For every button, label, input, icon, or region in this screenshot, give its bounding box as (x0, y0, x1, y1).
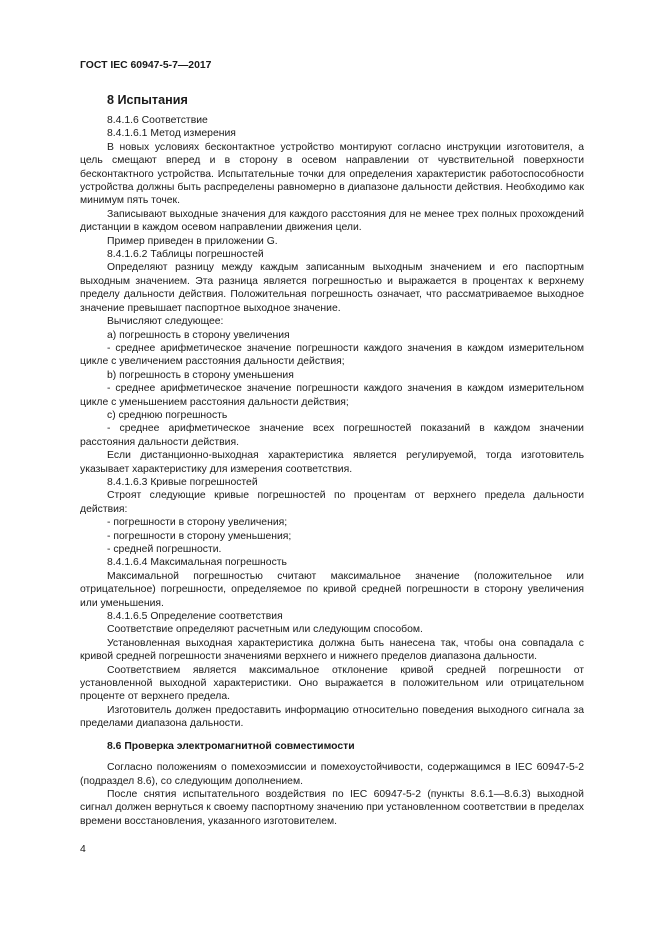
paragraph: - среднее арифметическое значение погрешности каждого значения в каждом измерительном цикле с увеличением расстояния дальности действия; (80, 342, 584, 368)
paragraph: - погрешности в сторону увеличения; (107, 517, 288, 529)
paragraph: Определяют разницу между каждым записанным выходным значением и его паспортным выходным значением. Эта разница является погрешностью и выражается в процентах к верхнему пределу дальности действия. Положительная погрешность означает, что рассматриваемое выходное значение превышает паспортное выходное значение. (80, 262, 584, 314)
paragraph: Строят следующие кривые погрешностей по процентам от верхнего предела дальности действия: (80, 490, 584, 515)
paragraph: 8.4.1.6.1 Метод измерения (107, 128, 236, 140)
paragraph: c) среднюю погрешность (107, 409, 228, 421)
paragraph: После снятия испытательного воздействия по IEC 60947-5-2 (пункты 8.6.1—8.6.3) выходной сигнал должен вернуться к своему паспортному значению при установленном соответствии в пределах времени восстановления, указанного изготовителем. (80, 788, 584, 827)
paragraph: В новых условиях бесконтактное устройство монтируют согласно инструкции изготовителя, а цель смещают вперед и в сторону в осевом направлении от чувствительной поверхности бесконтактного устройства. Испытательные точки для определения характеристик работоспособности устройства должны быть распределены равномерно в диапазоне дальности действия. Необходимо как минимум пять точек. (80, 141, 584, 207)
section-title: 8 Испытания (107, 93, 188, 107)
content (80, 93, 584, 828)
paragraph: - среднее арифметическое значение всех погрешностей показаний в каждом значении расстояния дальности действия. (80, 423, 584, 448)
page-number: 4 (80, 844, 86, 855)
paragraph: Пример приведен в приложении G. (107, 235, 278, 247)
paragraph: Записывают выходные значения для каждого расстояния для не менее трех полных прохождений дистанции в каждом осевом направлении движения цели. (80, 208, 584, 234)
paragraph: - погрешности в сторону уменьшения; (107, 530, 292, 542)
paragraph: Согласно положениям о помехоэмиссии и помехоустойчивости, содержащимся в IEC 60947-5-2 (подраздел 8.6), со следующим дополнением. (80, 762, 584, 787)
document-id: ГОСТ IEC 60947-5-7—2017 (80, 60, 212, 71)
paragraph: a) погрешность в сторону увеличения (107, 329, 290, 341)
paragraph: 8.4.1.6.5 Определение соответствия (107, 611, 283, 623)
paragraph: - среднее арифметическое значение погрешности каждого значения в каждом измерительном цикле с уменьшением расстояния дальности действия; (80, 383, 584, 408)
subsection-title: 8.6 Проверка электромагнитной совместимости (107, 740, 355, 752)
paragraph: Изготовитель должен предоставить информацию относительно поведения выходного сигнала за пределами диапазона дальности. (80, 704, 584, 730)
paragraph: 8.4.1.6 Соответствие (107, 115, 208, 126)
paragraph: Установленная выходная характеристика должна быть нанесена так, чтобы она совпадала с кривой средней погрешности значениями верхнего и нижнего пределов диапазона дальности. (80, 637, 584, 663)
paragraph: Если дистанционно-выходная характеристика является регулируемой, тогда изготовитель указывает характеристику для измерения соответствия. (80, 450, 584, 475)
paragraph: Вычисляют следующее: (107, 316, 224, 328)
paragraph: Соответствие определяют расчетным или следующим способом. (107, 624, 423, 636)
paragraph: 8.4.1.6.2 Таблицы погрешностей (107, 249, 264, 261)
paragraph: Максимальной погрешностью считают максимальное значение (положительное или отрицательное) погрешности, определяемое по кривой средней погрешности в сторону увеличения или уменьшения. (80, 570, 584, 609)
paragraph: - средней погрешности. (107, 544, 222, 555)
paragraph: Соответствием является максимальное отклонение кривой средней погрешности от установленной выходной характеристики. Оно выражается в положительном или отрицательном проценте от верхнего предела. (80, 664, 584, 703)
paragraph: 8.4.1.6.3 Кривые погрешностей (107, 476, 258, 488)
paragraph: b) погрешность в сторону уменьшения (107, 369, 294, 381)
paragraph: 8.4.1.6.4 Максимальная погрешность (107, 557, 287, 569)
